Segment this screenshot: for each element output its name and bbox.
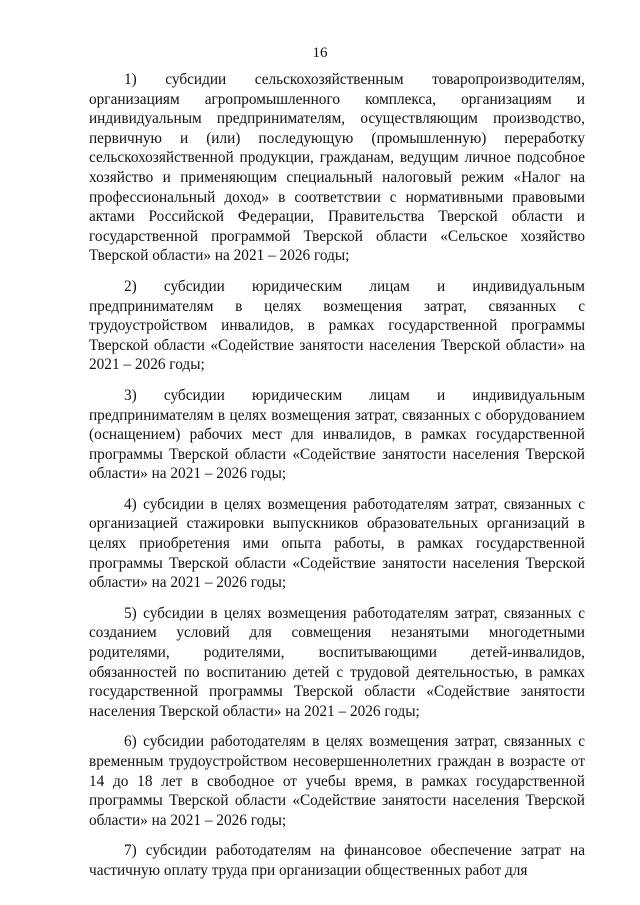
paragraph-2: 2) субсидии юридическим лицам и индивидуальным предпринимателям в целях возмещения затрат, связанных с трудоустройством инвалидов, в рамках государственной программы Тверской области «Содействие занятости населения Тверской области» на 2021 – 2026 годы; [89, 277, 585, 374]
paragraph-7: 7) субсидии работодателям на финансовое обеспечение затрат на частичную оплату труда при организации общественных работ для [89, 842, 585, 879]
page-number: 16 [312, 45, 328, 61]
paragraph-6: 6) субсидии работодателям в целях возмещения затрат, связанных с временным трудоустройством несовершеннолетних граждан в возрасте от 14 до 18 лет в свободное от учебы время, в рамках государственной программы Тверской области «Содействие занятости населения Тверской области» на 2021 – 2026 годы; [89, 733, 585, 829]
paragraph-4: 4) субсидии в целях возмещения работодателям затрат, связанных с организацией стажировки выпускников образовательных организаций в целях приобретения ими опыта работы, в рамках государственной программы Тверской области «Содействие занятости населения Тверской области» на 2021 – 2026 годы; [89, 495, 585, 592]
paragraph-3: 3) субсидии юридическим лицам и индивидуальным предпринимателям в целях возмещения затрат, связанных с оборудованием (оснащением) рабочих мест для инвалидов, в рамках государственной программы Тверской области «Содействие занятости населения Тверской области» на 2021 – 2026 годы; [89, 386, 585, 483]
paragraph-5: 5) субсидии в целях возмещения работодателям затрат, связанных с созданием условий для совмещения незанятыми многодетными родителями, родителями, воспитывающими детей-инвалидов, обязанностей по воспитанию детей с трудовой деятельностью, в рамках государственной программы Тверской области «Содействие занятости населения Тверской области» на 2021 – 2026 годы; [89, 604, 585, 720]
paragraph-1: 1) субсидии сельскохозяйственным товаропроизводителям, организациям агропромышленного комплекса, организациям и индивидуальным предпринимателям, осуществляющим производство, первичную и (или) последующую (промышленную) переработку сельскохозяйственной продукции, гражданам, ведущим личное подсобное хозяйство и применяющим специальный налоговый режим «Налог на профессиональный доход» в соответствии с нормативными правовыми актами Российской Федерации, Правительства Тверской области и государственной программой Тверской области «Сельское хозяйство Тверской области» на 2021 – 2026 годы; [89, 71, 585, 265]
document-body [89, 70, 585, 892]
